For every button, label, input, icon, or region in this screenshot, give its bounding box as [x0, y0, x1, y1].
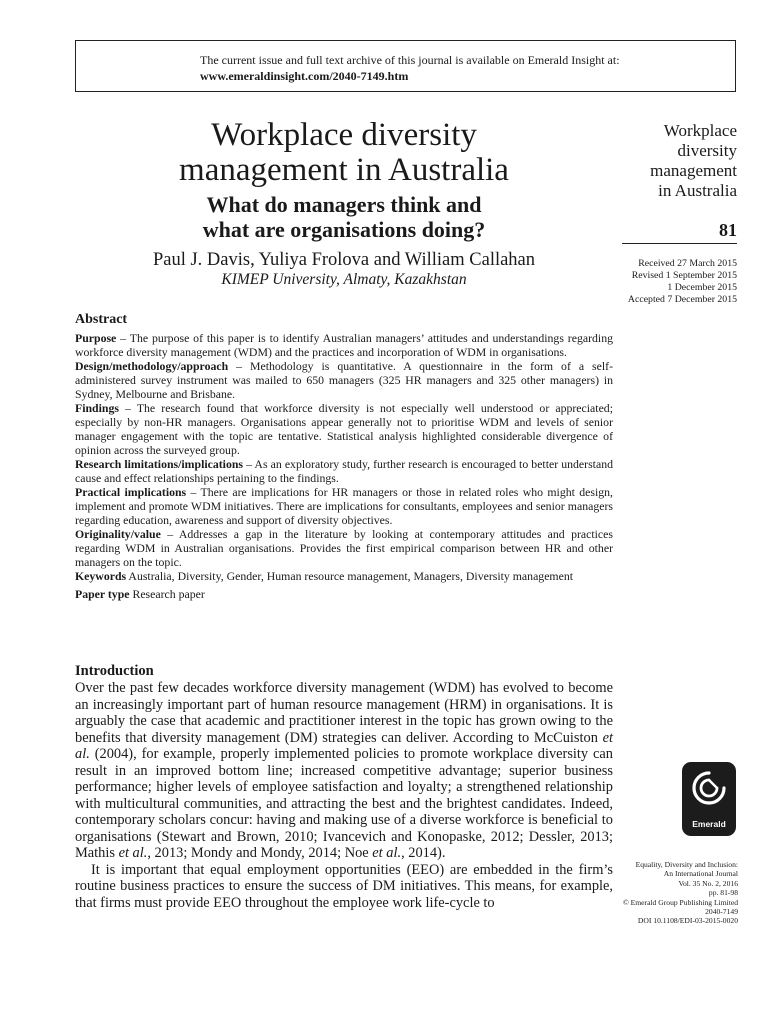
abstract-limitations: [75, 457, 613, 485]
limitations-text: – As an exploratory study, further research is encouraged to better understand cause and effect relationships pertaining to the findings.: [75, 457, 613, 485]
citation-line: 2040-7149: [705, 907, 738, 917]
running-title-line: diversity: [677, 141, 737, 160]
findings-text: – The research found that workforce diversity is not especially well understood or appreciated; especially by non-HR managers. Organisations appear generally not to prioritise WDM and levels of senior manager engagement with the topic are tentative. Statistical analysis highlighted considerable divergence of opinion across the surveyed group.: [75, 401, 613, 457]
subtitle-line-1: What do managers think and: [206, 192, 482, 217]
affiliation: KIMEP University, Almaty, Kazakhstan: [221, 271, 467, 288]
paper-type-label: Paper type: [75, 587, 130, 601]
abstract-keywords: [75, 569, 613, 583]
findings-label: Findings: [75, 401, 119, 415]
intro-text: , 2014).: [401, 845, 446, 861]
title-line-2: management in Australia: [179, 152, 509, 188]
running-title-line: in Australia: [658, 181, 737, 200]
revised-date-2: 1 December 2015: [667, 282, 737, 293]
abstract-practical: [75, 485, 613, 527]
intro-paragraph-2: It is important that equal employment opportunities (EEO) are embedded in the firm’s routine business practices to ensure the success of DM initiatives. This means, for example, that firms must provide EEO throughout the employee work life-cycle to: [75, 861, 613, 911]
practical-label: Practical implications: [75, 485, 187, 499]
article-title: [75, 118, 613, 188]
running-title: [612, 121, 737, 201]
abstract-purpose: [75, 331, 613, 359]
running-title-line: Workplace: [663, 121, 737, 140]
paper-type-text: Research paper: [129, 587, 205, 601]
keywords-label: Keywords: [75, 569, 127, 583]
emerald-logo-text: Emerald: [692, 819, 726, 829]
journal-citation: [596, 860, 738, 926]
archive-url-link[interactable]: www.emeraldinsight.com/2040-7149.htm: [200, 69, 409, 83]
limitations-label: Research limitations/implications: [75, 457, 244, 471]
sidebar-divider: [622, 243, 737, 244]
intro-text: Over the past few decades workforce diversity management (WDM) has evolved to become an increasingly important part of human resource management (HRM) in organisations. It is arguably the case that academic and practitioner interest in the topic has grown owing to the benefits that diversity management (DM) strategies can deliver. According to McCuiston: [75, 680, 613, 746]
emerald-logo-mark-icon: [690, 769, 728, 813]
et-al: et al.: [372, 845, 402, 861]
running-title-line: management: [650, 161, 737, 180]
page-number: 81: [719, 220, 737, 240]
introduction-section: [75, 662, 613, 911]
design-text: – Methodology is quantitative. A questionnaire in the form of a self-administered survey instrument was mailed to 650 managers (325 HR managers and 325 other managers) in Sydney, Melbourne and Brisbane.: [75, 359, 613, 401]
abstract-originality: [75, 527, 613, 569]
purpose-label: Purpose: [75, 331, 117, 345]
design-label: Design/methodology/approach: [75, 359, 229, 373]
citation-line: Equality, Diversity and Inclusion:: [635, 860, 738, 869]
et-al: et al.: [118, 845, 148, 861]
authors: Paul J. Davis, Yuliya Frolova and William Callahan: [152, 250, 536, 270]
subtitle-line-2: what are organisations doing?: [202, 217, 486, 242]
citation-line: pp. 81-98: [708, 888, 738, 898]
title-line-1: Workplace diversity: [211, 117, 477, 153]
received-date: Received 27 March 2015: [638, 258, 737, 269]
abstract-heading: Abstract: [75, 312, 128, 327]
introduction-heading: Introduction: [75, 663, 154, 679]
abstract-paper-type: [75, 587, 613, 601]
intro-text: (2004), for example, properly implemented policies to promote workplace diversity can result in an improved bottom line; increased competitive advantage; superior business performance; higher levels of employee satisfaction and loyalty; a strengthened relationship with multicultural communities, and attracting the best and the brightest candidates. Indeed, contemporary scholars concur: having and making use of a diverse workforce is beneficial to organisations (Stewart and Brown, 2010; Ivancevich and Konopaske, 2012; Dessler, 2013; Mathis: [75, 746, 613, 861]
abstract-section: [75, 311, 613, 601]
revised-date: Revised 1 September 2015: [631, 270, 737, 281]
emerald-logo: [682, 762, 736, 836]
abstract-findings: [75, 401, 613, 457]
keywords-text: Australia, Diversity, Gender, Human resource management, Managers, Diversity management: [126, 569, 574, 583]
citation-line: © Emerald Group Publishing Limited: [622, 897, 738, 907]
purpose-text: – The purpose of this paper is to identify Australian managers’ attitudes and understandings regarding workforce diversity management (WDM) and the practices and incorporation of WDM in organisations.: [75, 331, 613, 359]
abstract-design: [75, 359, 613, 401]
citation-line: DOI 10.1108/EDI-03-2015-0020: [637, 916, 738, 926]
citation-line: Vol. 35 No. 2, 2016: [678, 878, 738, 888]
accepted-date: Accepted 7 December 2015: [627, 294, 737, 305]
intro-text: , 2013; Mondy and Mondy, 2014; Noe: [147, 845, 373, 861]
originality-text: – Addresses a gap in the literature by looking at contemporary attitudes and practices regarding WDM in Australian organisations. Provides the first empirical comparison between HR and other managers on the topic.: [75, 527, 613, 569]
originality-label: Originality/value: [75, 527, 161, 541]
et-al: et al.: [75, 729, 613, 762]
article-dates: [600, 258, 737, 306]
article-subtitle: [75, 192, 613, 242]
practical-text: – There are implications for HR managers or those in related roles who might design, implement and promote WDM initiatives. There are implications for consultants, employees and senior managers regarding education, awareness and support of diversity objectives.: [75, 485, 613, 527]
citation-line: An International Journal: [663, 869, 738, 879]
intro-paragraph-1: [75, 680, 613, 862]
archive-notice-text: The current issue and full text archive of this journal is available on Emerald Insight at:: [200, 53, 620, 67]
archive-notice-box: [75, 40, 736, 92]
